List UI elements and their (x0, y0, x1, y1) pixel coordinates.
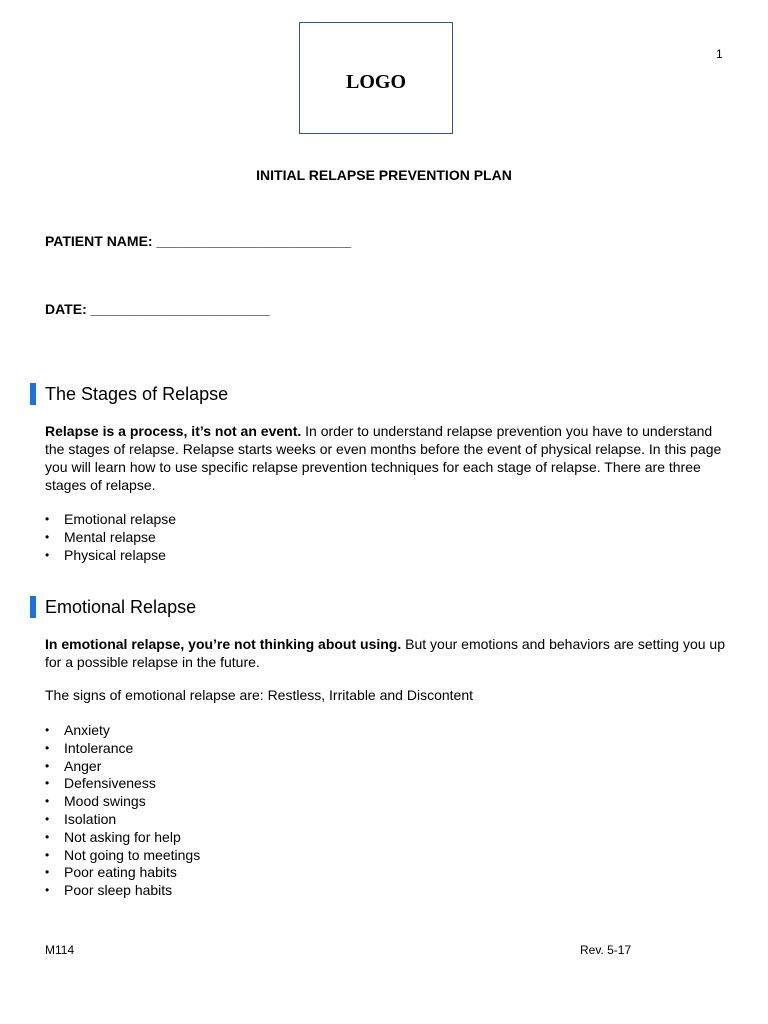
logo-placeholder (299, 22, 453, 134)
heading-text: Emotional Relapse (45, 596, 197, 617)
list-item: • Mood swings (45, 793, 200, 811)
list-item: • Poor sleep habits (45, 882, 200, 900)
emotional-signs-line: The signs of emotional relapse are: Restless, Irritable and Discontent (45, 687, 473, 703)
list-item: • Not asking for help (45, 829, 200, 847)
footer-form-code: M114 (45, 943, 75, 957)
heading-text: The Stages of Relapse (45, 383, 229, 404)
emotional-signs-list (45, 722, 200, 900)
emotional-intro-text: But your emotions and behaviors are setting you up for a possible relapse in the future. (45, 636, 725, 670)
list-item: • Isolation (45, 811, 200, 829)
stages-intro-bold: Relapse is a process, it’s not an event. (45, 423, 302, 439)
stages-intro-text: In order to understand relapse prevention you have to understand the stages of relapse. Relapse starts weeks or even months before the event of physical relapse. In this page you will learn how to use specific relapse prevention techniques for each stage of relapse. There are three stages of relapse. (45, 423, 722, 493)
patient-name-field: PATIENT NAME: _________________________ (45, 233, 352, 249)
list-item: • Defensiveness (45, 775, 200, 793)
list-item: • Intolerance (45, 740, 200, 758)
section-heading-stages (30, 382, 228, 406)
list-item: • Physical relapse (45, 547, 176, 565)
page-number: 1 (716, 47, 723, 61)
logo-text: LOGO (345, 70, 406, 93)
heading-accent-bar (30, 596, 36, 618)
list-item: • Poor eating habits (45, 864, 200, 882)
heading-accent-bar (30, 383, 36, 405)
footer-revision: Rev. 5-17 (580, 943, 632, 957)
stages-intro-paragraph (45, 422, 725, 494)
date-field: DATE: _______________________ (45, 301, 270, 317)
section-heading-emotional (30, 595, 196, 619)
list-item: • Anxiety (45, 722, 200, 740)
emotional-intro-paragraph (45, 635, 725, 671)
emotional-intro-bold: In emotional relapse, you’re not thinking about using. (45, 636, 402, 652)
list-item: • Not going to meetings (45, 847, 200, 865)
list-item: • Anger (45, 758, 200, 776)
list-item: • Mental relapse (45, 529, 176, 547)
document-title: INITIAL RELAPSE PREVENTION PLAN (256, 167, 512, 183)
list-item: • Emotional relapse (45, 511, 176, 529)
stages-list (45, 511, 176, 564)
